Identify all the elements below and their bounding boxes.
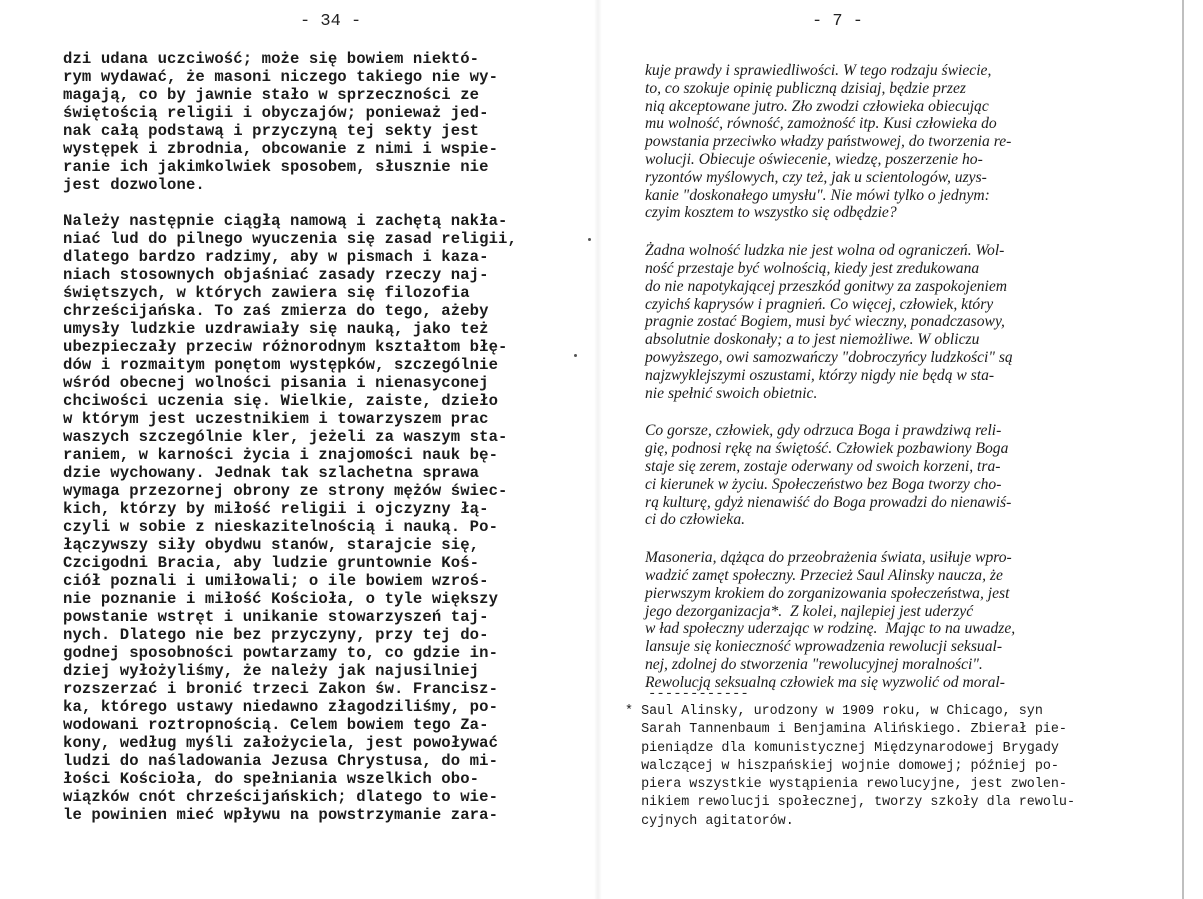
text-line: ludzi do naśladowania Jezusa Chrystusa, do mi-: [63, 752, 499, 770]
text-line: kony, według myśli założyciela, jest powoływać: [63, 734, 499, 752]
text-line: łączywszy siły obydwu stanów, starajcie się,: [63, 536, 480, 554]
text-line: rozszerzać i bronić trzeci Zakon św. Francisz-: [63, 680, 499, 698]
text-line: Co gorsze, człowiek, gdy odrzuca Boga i prawdziwą reli-: [645, 422, 1002, 440]
text-line: godnej sposobności powtarzamy to, co gdzie in-: [63, 644, 499, 662]
text-line: czyim kosztem to wszystko się odbędzie?: [645, 204, 897, 222]
right-paragraph: [645, 549, 1165, 691]
text-line: le powinien mieć wpływu na powstrzymanie zara-: [63, 806, 499, 824]
scan-speck: [574, 354, 577, 357]
text-line: raniem, w karności życia i znajomości nauk bę-: [63, 446, 499, 464]
text-line: wśród obecnej wolności pisania i nienasyconej: [63, 374, 489, 392]
text-line: w ład społeczny uderzając w rodzinę. Mając to na uwadze,: [645, 620, 1016, 638]
footnote-line: cyjnych agitatorów.: [625, 813, 794, 829]
text-line: rym wydawać, że masoni niczego takiego nie wy-: [63, 68, 499, 86]
text-line: wiązków cnót chrześcijańskich; dlatego to wie-: [63, 788, 499, 806]
text-line: ci do człowieka.: [645, 511, 746, 529]
text-line: Masoneria, dążąca do przeobrażenia świata, usiłuje wpro-: [645, 549, 1012, 567]
left-page-number: - 34 -: [300, 12, 362, 31]
text-line: chciwości uczenia się. Wielkie, zaiste, dzieło: [63, 392, 499, 410]
text-line: powyższego, owi samozwańczy "dobroczyńcy ludzkości" są: [645, 348, 1013, 366]
left-paragraph: [63, 50, 583, 194]
text-line: jego dezorganizacja*. Z kolei, najlepiej jest uderzyć: [645, 602, 974, 620]
footnote-rule: ------------: [648, 686, 749, 702]
footnote-line: Sarah Tannenbaum i Benjamina Alińskiego. Zbierał pie-: [625, 722, 1067, 738]
text-line: nej, zdolnej do stworzenia "rewolucyjnej moralności".: [645, 655, 983, 673]
text-line: pierwszym krokiem do zorganizowania społeczeństwa, jest: [645, 584, 1010, 602]
text-line: czyli w sobie z nieskazitelnością i nauką. Po-: [63, 518, 499, 536]
text-line: dów i rozmaitym ponętom występków, szczególnie: [63, 356, 499, 374]
text-line: staje się zerem, zostaje oderwany od swoich korzeni, tra-: [645, 457, 1001, 475]
right-page-number: - 7 -: [812, 12, 864, 31]
text-line: nie spełnić swoich obietnic.: [645, 384, 818, 402]
text-line: nak całą podstawą i przyczyną tej sekty jest: [63, 122, 480, 140]
left-page-body: [63, 50, 583, 842]
footnote-line: * Saul Alinsky, urodzony w 1909 roku, w Chicago, syn: [625, 704, 1043, 719]
text-line: powstania przeciwko władzy państwowej, do tworzenia re-: [645, 133, 1012, 151]
text-line: wadzić zamęt społeczny. Przecież Saul Alinsky naucza, że: [645, 566, 1003, 584]
text-line: absolutnie doskonały; a to jest niemożliwe. W obliczu: [645, 331, 980, 349]
text-line: kuje prawdy i sprawiedliwości. W tego rodzaju świecie,: [645, 62, 992, 79]
right-paragraph: [645, 62, 1165, 222]
text-line: ryzontów myślowych, czy też, jak u scientologów, uzys-: [645, 168, 987, 186]
text-line: łości Kościoła, do spełniania wszelkich obo-: [63, 770, 480, 788]
text-line: Żadna wolność ludzka nie jest wolna od ograniczeń. Wol-: [645, 242, 1005, 260]
text-line: niach stosownych objaśniać zasady rzeczy naj-: [63, 266, 489, 284]
left-paragraph: [63, 212, 583, 824]
text-line: świętszych, w których zawiera się filozofia: [63, 284, 470, 302]
right-page-body: [645, 62, 1165, 712]
text-line: nych. Dlatego nie bez przyczyny, przy tej do-: [63, 626, 489, 644]
text-line: mu wolność, równość, zamożność itp. Kusi człowieka do: [645, 115, 997, 133]
text-line: do nie napotykającej przeszkód gonitwy za zaspokojeniem: [645, 277, 1008, 295]
text-line: ranie ich jakimkolwiek sposobem, słusznie nie: [63, 158, 489, 176]
text-line: niać lud do pilnego wyuczenia się zasad religii,: [63, 230, 517, 248]
text-line: ność przestaje być wolnością, kiedy jest zredukowana: [645, 259, 980, 277]
scan-edge: [1182, 0, 1184, 899]
text-line: występek i zbrodnia, obcowanie z nimi i wspie-: [63, 140, 499, 158]
footnote-line: pieniądze dla komunistycznej Międzynarodowej Brygady: [625, 740, 1059, 756]
left-page: [0, 0, 600, 899]
text-line: Rewolucją seksualną człowiek ma się wyzwolić od moral-: [645, 673, 1005, 691]
right-paragraph: [645, 422, 1165, 529]
text-line: dziej wyłożyliśmy, że należy jak najusilniej: [63, 662, 480, 680]
text-line: w którym jest uczestnikiem i towarzyszem prac: [63, 410, 489, 428]
text-line: lansuje się konieczność wprowadzenia rewolucji seksual-: [645, 638, 1003, 656]
text-line: ciół poznali i umiłowali; o ile bowiem wzroś-: [63, 572, 489, 590]
text-line: nie poznanie i miłość Kościoła, o tyle większy: [63, 590, 499, 608]
footnote-line: piera wszystkie wystąpienia rewolucyjne, jest zwolen-: [625, 777, 1067, 793]
text-line: magają, co by jawnie stało w sprzeczności ze: [63, 86, 480, 104]
text-line: dlatego bardzo radzimy, aby w pismach i kaza-: [63, 248, 489, 266]
text-line: waszych szczególnie kler, jeżeli za waszym sta-: [63, 428, 508, 446]
text-line: kich, którzy by miłość religii i ojczyzny łą-: [63, 500, 489, 518]
right-paragraph: [645, 242, 1165, 402]
footnote-line: nikiem rewolucji społecznej, tworzy szkoły dla rewolu-: [625, 795, 1075, 811]
text-line: rą kulturę, gdyż nienawiść do Boga prowadzi do nienawiś-: [645, 493, 1012, 511]
text-line: świętością religii i obyczajów; ponieważ jed-: [63, 104, 489, 122]
text-line: Czcigodni Bracia, aby ludzie gruntownie Koś-: [63, 554, 480, 572]
scan-speck: [588, 238, 591, 241]
text-line: najzwyklejszymi oszustami, którzy nigdy nie będą w sta-: [645, 366, 995, 384]
text-line: Należy następnie ciągłą namową i zachętą nakła-: [63, 212, 508, 230]
text-line: wodowani roztropnością. Celem bowiem tego Za-: [63, 716, 489, 734]
text-line: powstanie wstręt i unikanie stowarzyszeń taj-: [63, 608, 489, 626]
text-line: to, co szokuje opinię publiczną dzisiaj, będzie przez: [645, 79, 966, 97]
footnote-line: walczącej w hiszpańskiej wojnie domowej; później po-: [625, 758, 1059, 774]
text-line: ubezpieczały przeciw różnorodnym kształtom błę-: [63, 338, 508, 356]
text-line: ka, którego ustawy niedawno złagodziliśmy, po-: [63, 698, 499, 716]
text-line: chrześcijańska. To zaś zmierza do tego, ażeby: [63, 302, 489, 320]
text-line: wolucji. Obiecuje oświecenie, wiedzę, poszerzenie ho-: [645, 150, 983, 168]
text-line: pragnie zostać Bogiem, musi być wieczny, ponadczasowy,: [645, 313, 1005, 331]
footnote: [625, 703, 1145, 831]
text-line: umysły ludzkie uzdrawiały się nauką, jako też: [63, 320, 489, 338]
text-line: gię, podnosi rękę na świętość. Człowiek pozbawiony Boga: [645, 440, 1009, 458]
text-line: dzie wychowany. Jednak tak szlachetna sprawa: [63, 464, 480, 482]
text-line: dzi udana uczciwość; może się bowiem niektó-: [63, 50, 480, 68]
text-line: wymaga przezornej obrony ze strony mężów świec-: [63, 482, 508, 500]
text-line: ci kierunek w życiu. Społeczeństwo bez Boga tworzy cho-: [645, 475, 1002, 493]
text-line: jest dozwolone.: [63, 176, 205, 194]
text-line: czyichś kaprysów i pragnień. Co więcej, człowiek, który: [645, 295, 994, 313]
text-line: nią akceptowane jutro. Zło zwodzi człowieka obiecując: [645, 97, 989, 115]
text-line: kanie "doskonałego umysłu". Nie mówi tylko o jednym:: [645, 186, 990, 204]
